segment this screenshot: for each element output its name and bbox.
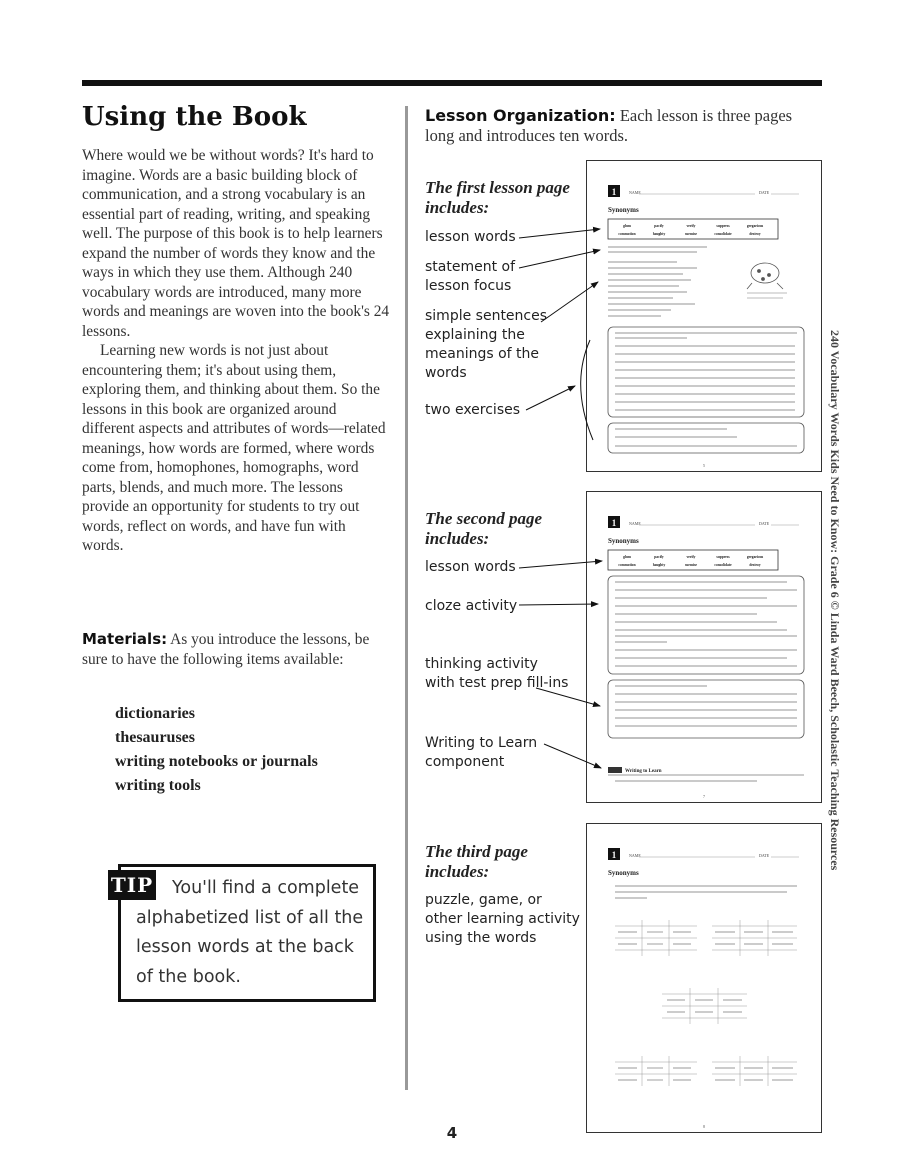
lesson-title: Synonyms bbox=[608, 206, 639, 214]
svg-text:destroy: destroy bbox=[749, 563, 761, 567]
date-label: DATE bbox=[759, 190, 770, 195]
section-2-label-3: thinking activity with test prep fill-ins bbox=[425, 656, 569, 691]
arrow-lesson-words-1 bbox=[519, 229, 600, 238]
lesson-number: 1 bbox=[611, 850, 617, 860]
page-title: Using the Book bbox=[82, 102, 307, 132]
tip-label: TIP bbox=[108, 870, 156, 900]
svg-text:pacify: pacify bbox=[654, 555, 664, 559]
section-2-label-4: Writing to Learn component bbox=[425, 735, 538, 770]
section-1-label-3: simple sentences explaining the meanings of the words bbox=[425, 308, 548, 381]
date-label: DATE bbox=[759, 521, 770, 526]
lesson-title: Synonyms bbox=[608, 869, 639, 877]
lesson-number: 1 bbox=[611, 187, 617, 197]
second-paragraph: Learning new words is not just about encountering them; it's about using them, exploring them, and thinking about them. So the lessons in this book are organized around different aspects and attributes of words—related meanings, how words are formed, where words come from, homophones, homographs, word parts, blends, and much more. The lessons provide an opportunity for students to try out words, reflect on words, and have fun with words. bbox=[82, 342, 386, 554]
section-1-label-2: statement of lesson focus bbox=[425, 259, 516, 294]
svg-text:verify: verify bbox=[686, 555, 696, 559]
svg-text:surmise: surmise bbox=[685, 563, 697, 567]
svg-text:glum: glum bbox=[623, 224, 631, 228]
list-item: dictionaries bbox=[115, 705, 195, 722]
thumb-page-number: 8 bbox=[703, 1124, 705, 1129]
page-number: 4 bbox=[446, 1124, 458, 1142]
arrow-writing-to-learn bbox=[544, 744, 601, 768]
arrow-two-exercises bbox=[526, 386, 575, 410]
date-label: DATE bbox=[759, 853, 770, 858]
lesson-title: Synonyms bbox=[608, 537, 639, 545]
section-2-heading: The second page includes: bbox=[425, 509, 543, 548]
svg-text:glum: glum bbox=[623, 555, 631, 559]
svg-text:consolidate: consolidate bbox=[714, 232, 732, 236]
section-1-label-1: lesson words bbox=[425, 229, 516, 245]
svg-text:gregarious: gregarious bbox=[746, 224, 764, 228]
svg-text:verify: verify bbox=[686, 224, 696, 228]
arrow-thinking-activity bbox=[536, 688, 600, 706]
thumb-page-number: 7 bbox=[703, 794, 705, 799]
materials-text: As you introduce the lessons, be sure to have the following items available: bbox=[82, 631, 370, 668]
tip-text: You'll find a complete alphabetized list of all the lesson words at the back of the book. bbox=[136, 878, 364, 987]
thumb-page-number: 5 bbox=[703, 463, 705, 468]
writing-to-learn-label: Writing to Learn bbox=[625, 769, 662, 774]
list-item: thesauruses bbox=[115, 729, 196, 746]
section-1-heading: The first lesson page includes: bbox=[425, 178, 570, 217]
lesson-org-heading: Lesson Organization: bbox=[425, 106, 616, 125]
svg-text:commotion: commotion bbox=[618, 563, 636, 567]
section-2-label-1: lesson words bbox=[425, 559, 516, 575]
svg-text:haughty: haughty bbox=[652, 563, 666, 567]
section-2-label-2: cloze activity bbox=[425, 598, 518, 614]
name-label: NAME bbox=[629, 853, 641, 858]
svg-text:surmise: surmise bbox=[685, 232, 697, 236]
svg-text:suppress: suppress bbox=[716, 224, 730, 228]
arrow-cloze bbox=[519, 604, 598, 605]
svg-text:gregarious: gregarious bbox=[746, 555, 764, 559]
arrow-simple-sentences bbox=[541, 282, 598, 322]
svg-text:haughty: haughty bbox=[652, 232, 666, 236]
list-item: writing notebooks or journals bbox=[115, 753, 318, 770]
bracket-exercises bbox=[581, 340, 593, 440]
section-3-heading: The third page includes: bbox=[425, 842, 528, 881]
side-credit: 240 Vocabulary Words Kids Need to Know: Grade 6 © Linda Ward Beech, Scholastic Teaching Resources bbox=[828, 330, 842, 871]
section-1-label-4: two exercises bbox=[425, 402, 521, 418]
lesson-org-text: Each lesson is three pages long and introduces ten words. bbox=[425, 106, 793, 145]
svg-text:commotion: commotion bbox=[618, 232, 636, 236]
name-label: NAME bbox=[629, 521, 641, 526]
intro-paragraph: Where would we be without words? It's hard to imagine. Words are a basic building block of communication, and a strong vocabulary is an essential part of reading, writing, and speaking well. The purpose of this book is to help learners expand the number of words they know and the ways in which they use them. Although 240 vocabulary words are introduced, many more words and meanings are woven into the book's 24 lessons. bbox=[82, 147, 390, 340]
materials-heading: Materials: bbox=[82, 630, 168, 648]
section-3-label-1: puzzle, game, or other learning activity using the words bbox=[425, 892, 580, 946]
svg-text:suppress: suppress bbox=[716, 555, 730, 559]
svg-text:consolidate: consolidate bbox=[714, 563, 732, 567]
list-item: writing tools bbox=[115, 777, 201, 794]
svg-text:pacify: pacify bbox=[654, 224, 664, 228]
arrow-lesson-words-2 bbox=[519, 561, 602, 568]
name-label: NAME bbox=[629, 190, 641, 195]
lesson-number: 1 bbox=[611, 518, 617, 528]
arrow-lesson-focus bbox=[519, 250, 600, 268]
svg-text:destroy: destroy bbox=[749, 232, 761, 236]
